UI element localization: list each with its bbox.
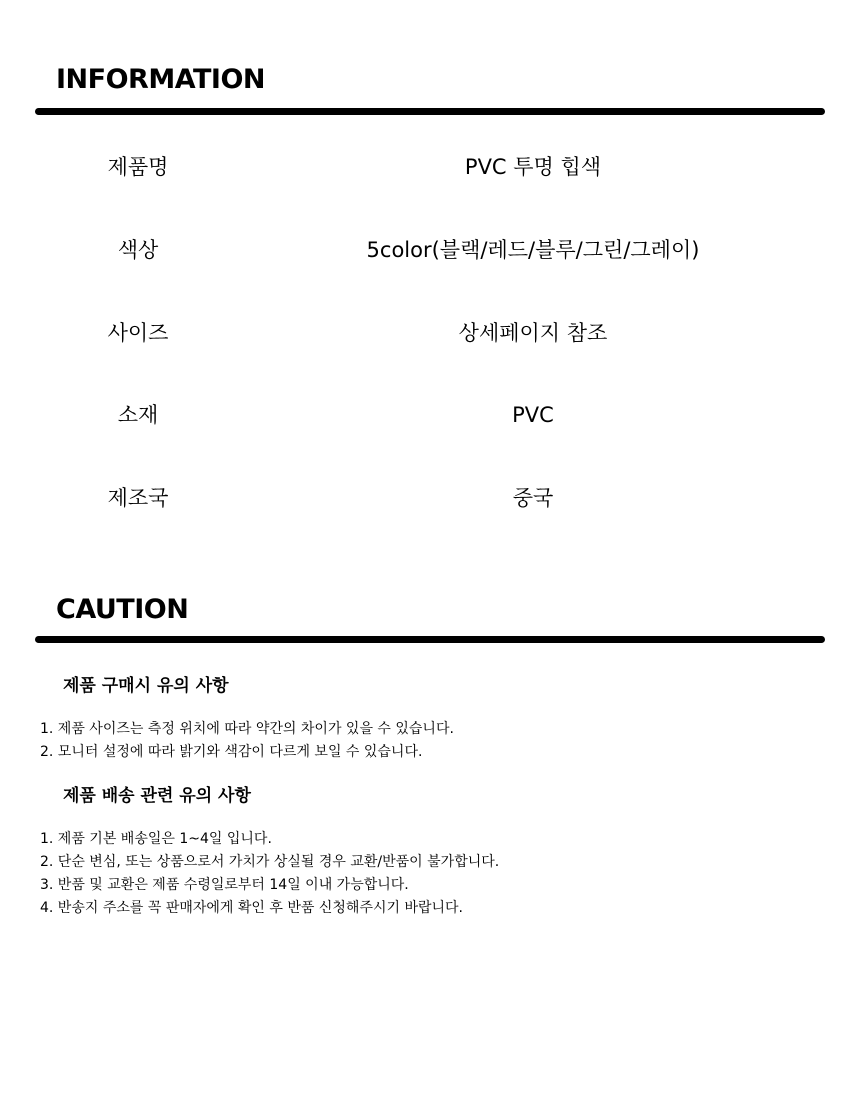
- info-value: 5color(블랙/레드/블루/그린/그레이): [366, 238, 700, 262]
- information-title: INFORMATION: [56, 64, 266, 95]
- info-label: 제품명: [107, 155, 169, 179]
- purchase-caution-heading: 제품 구매시 유의 사항: [63, 676, 229, 696]
- list-item: 4. 반송지 주소를 꼭 판매자에게 확인 후 반품 신청해주시기 바랍니다.: [40, 900, 464, 916]
- shipping-caution-heading: 제품 배송 관련 유의 사항: [63, 786, 251, 806]
- list-item: 2. 단순 변심, 또는 상품으로서 가치가 상실될 경우 교환/반품이 불가합니다.: [40, 854, 500, 870]
- purchase-caution-list: [40, 718, 454, 764]
- info-value: 상세페이지 참조: [458, 321, 608, 345]
- list-item: 1. 제품 사이즈는 측정 위치에 따라 약간의 차이가 있을 수 있습니다.: [40, 721, 454, 737]
- caution-title: CAUTION: [56, 594, 189, 625]
- information-divider: [35, 108, 825, 115]
- info-value: PVC 투명 힙색: [464, 155, 602, 179]
- list-item: 2. 모니터 설정에 따라 밝기와 색감이 다르게 보일 수 있습니다.: [40, 744, 423, 760]
- info-label: 색상: [117, 238, 159, 262]
- caution-divider: [35, 636, 825, 643]
- info-row-material: [0, 395, 860, 435]
- info-value: PVC: [512, 403, 554, 427]
- info-value: 중국: [512, 486, 554, 510]
- info-label: 소재: [117, 403, 159, 427]
- info-row-color: [0, 230, 860, 270]
- list-item: 1. 제품 기본 배송일은 1~4일 입니다.: [40, 831, 272, 847]
- list-item: 3. 반품 및 교환은 제품 수령일로부터 14일 이내 가능합니다.: [40, 877, 409, 893]
- info-label: 사이즈: [107, 321, 169, 345]
- info-row-origin: [0, 478, 860, 518]
- info-label: 제조국: [107, 486, 169, 510]
- info-row-product-name: [0, 147, 860, 187]
- shipping-caution-list: [40, 828, 499, 920]
- info-row-size: [0, 313, 860, 353]
